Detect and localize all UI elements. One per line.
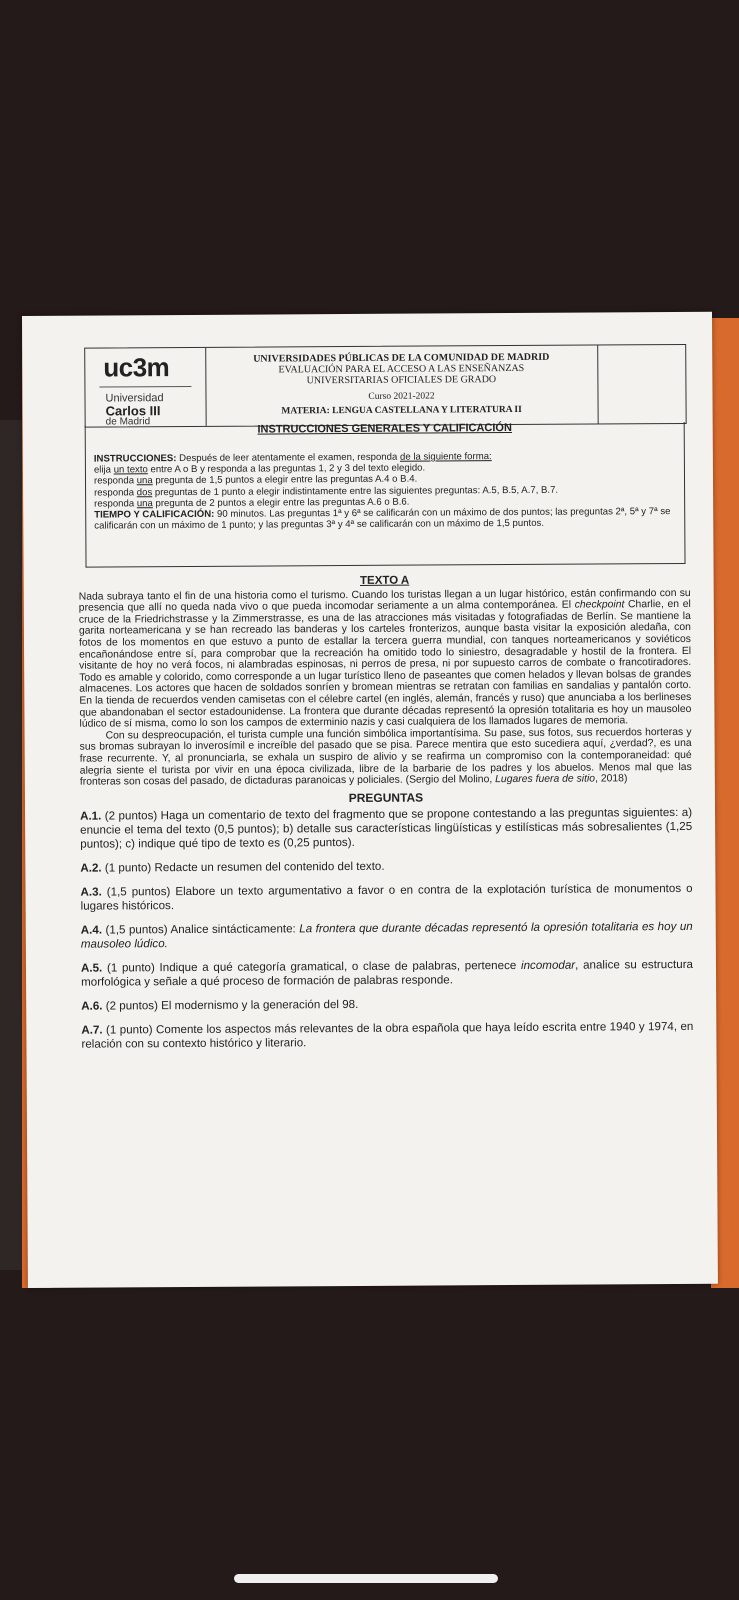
header-title-2: EVALUACIÓN PARA EL ACCESO A LAS ENSEÑANZAS [278, 362, 525, 376]
p2-italic: Lugares fuera de sitio [495, 773, 596, 786]
a6-label: A.6. [81, 999, 103, 1013]
a3-label: A.3. [80, 885, 102, 899]
logo-uc3m: uc3m [103, 352, 170, 383]
instr-2-u: una [136, 475, 153, 487]
texto-paragraph-1 [79, 588, 692, 731]
header-curso: Curso 2021-2022 [368, 391, 435, 402]
a7-text: (1 punto) Comente los aspectos más relevantes de la obra española que haya leído escrita entre 1940 y 1974, en relación con su contexto histórico y literario. [81, 1020, 694, 1051]
question-a7 [81, 1020, 693, 1052]
logo-line-universidad: Universidad [105, 392, 164, 405]
p1-italic: checkpoint [574, 599, 625, 611]
instructions-intro-text: Después de leer atentamente el examen, responda [176, 451, 400, 465]
instr-3-b: preguntas de 1 punto a elegir indistintamente entre las siguientes preguntas: A.5, B.5, A.7, B.7. [152, 484, 559, 498]
tiempo-calificacion [94, 506, 678, 532]
a1-text: (2 puntos) Haga un comentario de texto del fragmento que se propone contestando a las preguntas siguientes: a) enuncie el tema del texto (0,5 puntos); b) detalle sus características lingüísticas y estilísticas más sobresalientes (1,25 puntos); c) indique qué tipo de texto es (0,25 puntos). [80, 806, 693, 851]
p1-b: Charlie, en el cruce de la Friedrichstrasse y la Zimmerstrasse, es una de las atracciones más visitadas y fotografiadas de Berlín. Se mantiene la garita norteamericana y se han recreado las banderas y los carteles fronterizos, aunque basta visitar la exposición aledaña, con fotos de los momentos en que estuvo a punto de estallar la tercera guerra mundial, con tanques norteamericanos y soviéticos encañonándose entre sí, para comprobar que la recreación ha omitido todo lo siniestro, desagradable y hostil de la frontera. El visitante de hoy no verá focos, ni alambradas espinosas, ni perros de presa, ni por supuesto carros de combate o francotiradores. Todo es amable y colorido, como corresponde a un lugar turístico lleno de paseantes que comen helados y llevan bolsas de grandes almacenes. Los actores que hacen de soldados sonríen y bromean mientras se retratan con familias en sandalias y pantalón corto. En la tienda de recuerdos venden camisetas con el célebre cartel (en inglés, alemán, francés y ruso) que anunciaba a los berlineses que abandonaban el sector estadounidense. La frontera que durante décadas representó la opresión totalitaria es hoy un mausoleo lúdico de sí misma, como lo son los campos de exterminio nazis y casi cualquiera de los llamados lugares de memoria. [78, 599, 692, 730]
question-a3 [80, 882, 692, 914]
a7-label: A.7. [81, 1023, 103, 1037]
exam-paper [22, 312, 718, 1288]
a6-text: (2 puntos) El modernismo y la generación del 98. [102, 998, 359, 1013]
exam-header [84, 344, 686, 428]
instructions-box [85, 422, 686, 568]
a5-a: (1 punto) Indique a qué categoría gramatical, o clase de palabras, pertenece [102, 959, 522, 975]
background-fold [0, 420, 22, 1270]
texto-paragraph-2 [80, 727, 692, 789]
a2-label: A.2. [80, 861, 102, 875]
texto-title: TEXTO A [359, 574, 410, 587]
logo-line-madrid: de Madrid [105, 416, 151, 428]
a4-text: (1,5 puntos) Analice sintácticamente: [101, 922, 300, 937]
a3-text: (1,5 puntos) Elabore un texto argumentativo a favor o en contra de la explotación turística de monumentos o lugares históricos. [80, 882, 693, 913]
a4-label: A.4. [80, 923, 103, 937]
home-indicator[interactable] [234, 1574, 498, 1583]
instr-1-u: un texto [113, 464, 148, 476]
preguntas-title: PREGUNTAS [348, 790, 424, 805]
instr-4-u: una [136, 498, 153, 510]
tiempo-text: 90 minutos. Las preguntas 1ª y 6ª se calificarán con un máximo de dos puntos; las preguntas 2ª, 5ª y 7ª se calificarán con un máximo de 1 punto; y las preguntas 3ª y 4ª se calificarán con un máximo de 1,5 puntos. [94, 506, 671, 532]
instr-1-b: entre A o B y responda a las preguntas 1, 2 y 3 del texto elegido. [147, 462, 426, 476]
instructions-label: INSTRUCCIONES: [93, 453, 177, 465]
logo-divider [99, 386, 191, 388]
p2-a: Con su despreocupación, el turista cumple una función simbólica importantísima. Su pase, sus fotos, sus recuerdos horteras y sus bromas subrayan lo inverosímil e increíble del pasado que se pisa. Parece mentira que esto sucediera aquí, ¿verdad?, es una frase recurrente. Y, al pronunciarla, se exhala un suspiro de alivio y se reafirma un compromiso con la contemporaneidad: qué alegría siente el turista por vivir en una época civilizada, libre de la barbarie de los padres y los abuelos. Menos mal que las fronteras son cosas del pasado, de dictaduras paranoicas y policiales. (Sergio del Molino, [79, 726, 692, 788]
question-a6 [81, 996, 693, 1014]
instr-1-a: elija [93, 464, 114, 476]
instr-4-b: pregunta de 2 puntos a elegir entre las preguntas A.6 o B.6. [152, 496, 410, 510]
p2-b: , 2018) [595, 773, 628, 785]
a5-label: A.5. [80, 961, 103, 975]
header-title-3: UNIVERSITARIAS OFICIALES DE GRADO [306, 374, 497, 387]
instr-2-b: pregunta de 1,5 puntos a elegir entre las preguntas A.4 o B.4. [152, 473, 418, 487]
a5-b: , analice su estructura morfológica y señale a qué proceso de formación de palabras responde. [81, 958, 694, 989]
a1-label: A.1. [80, 809, 102, 823]
instr-3-a: responda [94, 486, 137, 499]
a4-italic: La frontera que durante décadas representó la opresión totalitaria es hoy un mausoleo lúdico. [80, 920, 693, 951]
a2-text: (1 punto) Redacte un resumen del contenido del texto. [101, 860, 385, 875]
tiempo-label: TIEMPO Y CALIFICACIÓN: [94, 508, 215, 521]
header-titles [205, 345, 598, 425]
question-a5 [81, 958, 693, 990]
instr-3-u: dos [136, 486, 153, 498]
instr-2-a: responda [93, 475, 137, 487]
exam-body [79, 574, 694, 1062]
university-logo [85, 348, 206, 427]
question-a2 [80, 858, 692, 876]
instructions-intro-underlined: de la siguiente forma: [399, 451, 492, 463]
a5-italic: incomodar [520, 958, 576, 973]
instr-4-a: responda [94, 498, 137, 510]
question-a4 [81, 920, 693, 952]
instructions-title: INSTRUCCIONES GENERALES Y CALIFICACIÓN [257, 422, 512, 436]
logo-line-carlos: Carlos III [105, 403, 161, 419]
header-title-1: UNIVERSIDADES PÚBLICAS DE LA COMUNIDAD DE MADRID [253, 351, 550, 365]
p1-a: Nada subraya tanto el fin de una historia como el turismo. Cuando los turistas llegan a un lugar histórico, están confirmando con su presencia que allí no queda nada vivo o que pueda incomodar seriamente a un alma contemporánea. El [78, 587, 691, 614]
header-materia: MATERIA: LENGUA CASTELLANA Y LITERATURA II [281, 404, 522, 417]
question-a1 [80, 806, 692, 852]
